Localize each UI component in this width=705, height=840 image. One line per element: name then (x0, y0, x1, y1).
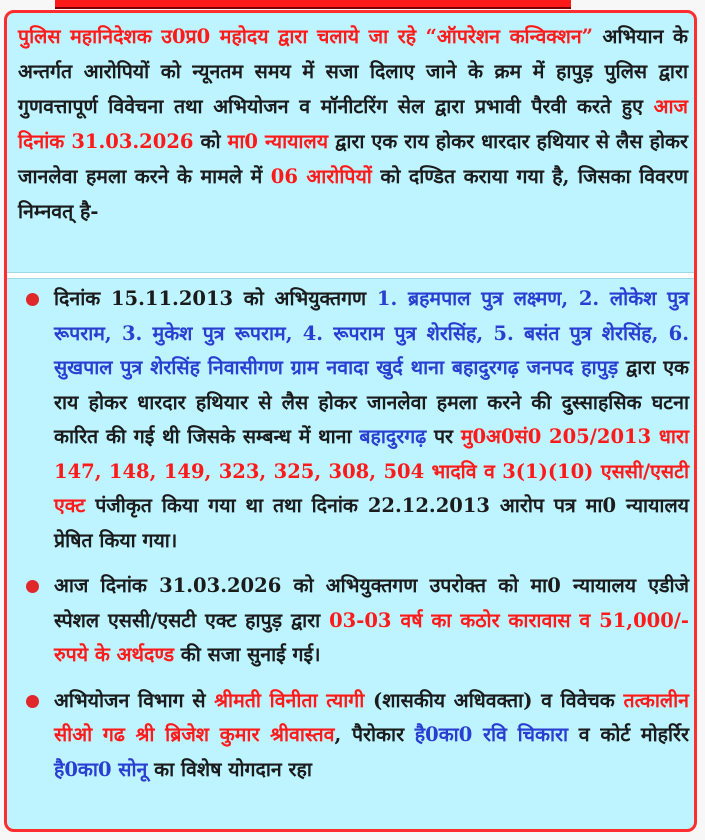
intro-text: को (193, 130, 228, 153)
intro-date: आज दिनांक 31.03.2026 (18, 95, 688, 153)
bullet-icon (26, 695, 39, 708)
incident-text: द्वारा एक राय होकर धारदार हथियार से लैस होकर जानलेवा हमला करने की दुस्साहसिक घटना कारित की गई थी जिसके सम्बन्ध में थाना (54, 356, 689, 448)
list-item-incident (19, 282, 689, 558)
intro-paragraph (18, 19, 688, 229)
contribution-text: (शासकीय अधिवक्ता) व विवेचक (364, 688, 624, 712)
contribution-text: व कोर्ट मोहर्रिर (568, 723, 689, 746)
contribution-text: अभियोजन विभाग से (54, 688, 215, 712)
prosecutor-name: श्रीमती विनीता त्यागी (214, 688, 365, 712)
incident-text: पर (426, 425, 461, 448)
details-list (19, 282, 689, 787)
verdict-text: की सजा सुनाई गई। (174, 643, 321, 666)
police-station: बहादुरगढ़ (359, 425, 427, 448)
contribution-text: , पैरोकार (334, 723, 415, 746)
intro-court: मा0 न्यायालय (227, 130, 329, 153)
verdict-text: आज दिनांक 31.03.2026 को अभियुक्तगण उपरोक्त को मा0 न्यायालय एडीजे स्पेशल एससी/एसटी एक्ट हापुड़ द्वारा (54, 574, 689, 632)
intro-operation-text: पुलिस महानिदेशक उ0प्र0 महोदय द्वारा चलाये जा रहे “ऑपरेशन कन्विक्शन” (18, 25, 593, 48)
incident-text: दिनांक 15.11.2013 को अभियुक्तगण (54, 287, 377, 310)
list-item-verdict (19, 569, 689, 673)
bullet-icon (26, 293, 39, 306)
accused-names: 1. ब्रहमपाल पुत्र लक्ष्मण, 2. लोकेश पुत्र रूपराम, 3. मुकेश पुत्र रूपराम, 4. रूपराम पुत्र शेरसिंह, 5. बसंत पुत्र शेरसिंह, 6. सुखपाल पुत्र शेरसिंह निवासीगण ग्राम नवादा खुर्द थाना बहादुरगढ़ जनपद हापुड़ (54, 287, 689, 379)
section-divider (7, 272, 694, 279)
contribution-text: का विशेष योगदान रहा (147, 757, 312, 781)
press-note-panel (4, 10, 697, 832)
case-sections: मु0अ0सं0 205/2013 धारा 147, 148, 149, 323, 325, 308, 504 भादवि व 3(1)(10) एससी/एसटी एक्ट (54, 425, 690, 517)
court-moharrir-name: है0का0 सोनू (54, 757, 148, 781)
sentence-text: 03-03 वर्ष का कठोर कारावास व 51,000/- रुपये के अर्थदण्ड (54, 608, 689, 666)
intro-text: को दण्डित कराया गया है, जिसका विवरण निम्नवत् है- (18, 165, 688, 223)
incident-text: पंजीकृत किया गया था तथा दिनांक 22.12.2013 आरोप पत्र मा0 न्यायालय प्रेषित किया गया। (54, 494, 689, 552)
investigator-name: तत्कालीन सीओ गढ श्री ब्रिजेश कुमार श्रीवास्तव (54, 688, 689, 746)
pairokar-name: है0का0 रवि चिकारा (414, 723, 569, 746)
intro-text: द्वारा एक राय होकर धारदार हथियार से लैस होकर जानलेवा हमला करने के मामले में (18, 130, 689, 188)
header-strip (55, 0, 571, 9)
intro-text: अभियान के अन्तर्गत आरोपियों को न्यूनतम समय में सजा दिलाए जाने के क्रम में हापुड़ पुलिस द्वारा गुणवत्तापूर्ण विवेचना तथा अभियोजन व मॉनीटरिंग सेल द्वारा प्रभावी पैरवी करते हुए (18, 25, 688, 118)
intro-accused-count: 06 आरोपियों (270, 165, 372, 188)
list-item-contribution (19, 684, 689, 788)
bullet-icon (26, 580, 39, 593)
